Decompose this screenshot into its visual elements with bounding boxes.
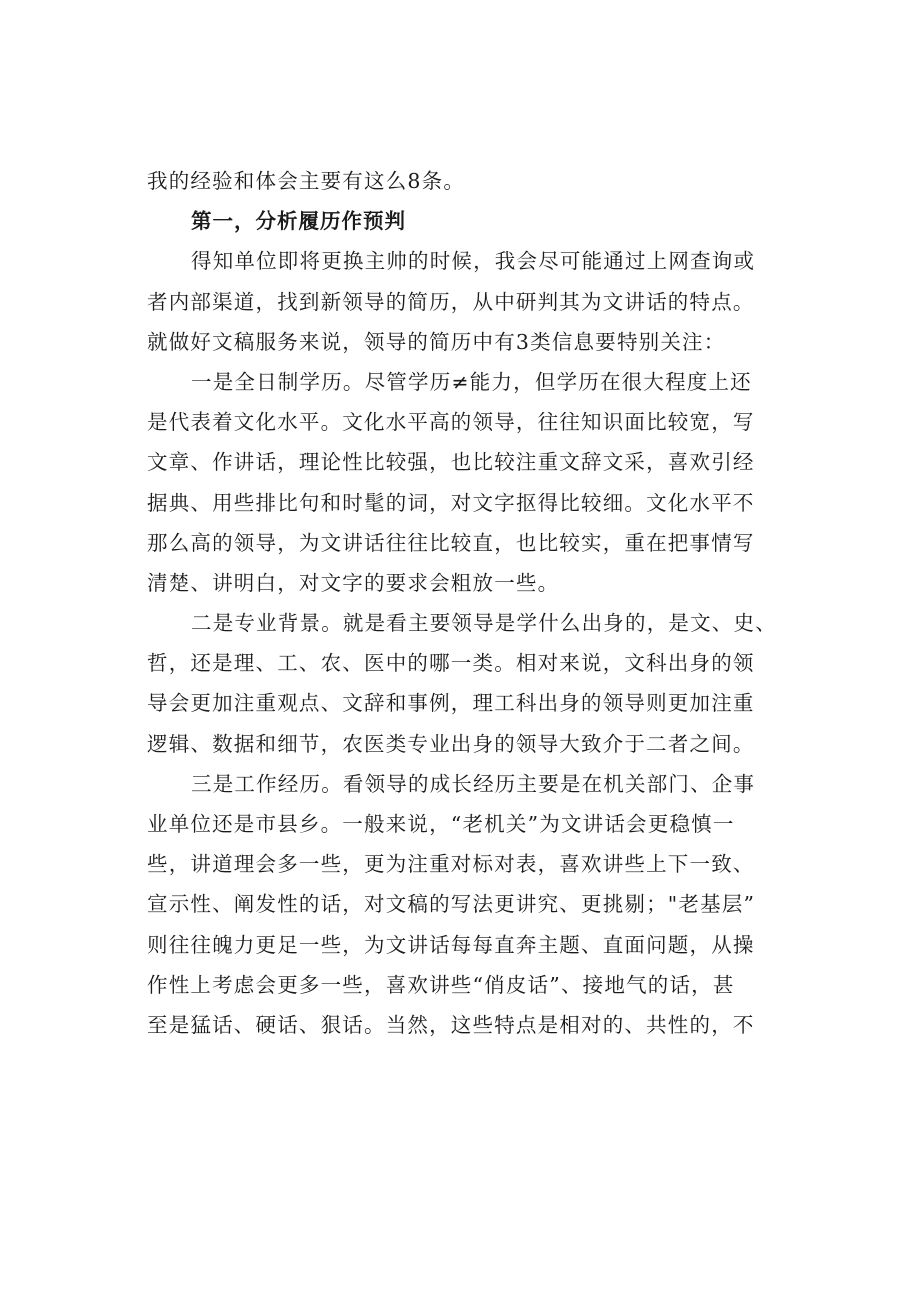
text-line: 文章、作讲话，理论性比较强，也比较注重文辞文采，喜欢引经 — [147, 450, 755, 475]
text-line: 那么高的领导，为文讲话往往比较直，也比较实，重在把事情写 — [147, 530, 755, 555]
text-line: 则往往魄力更足一些，为文讲话每每直奔主题、直面问题，从操 — [147, 932, 755, 957]
body-text — [147, 161, 807, 1045]
text-line: 至是猛话、硬话、狠话。当然，这些特点是相对的、共性的，不 — [147, 1012, 755, 1037]
text-line: 作性上考虑会更多一些，喜欢讲些“俏皮话”、接地气的话，甚 — [147, 972, 735, 997]
text-line: 逻辑、数据和细节，农医类专业出身的领导大致介于二者之间。 — [147, 731, 755, 756]
text-line: 业单位还是市县乡。一般来说，“老机关”为文讲话会更稳慎一 — [147, 812, 735, 836]
text-line: 些，讲道理会多一些，更为注重对标对表，喜欢讲些上下一致、 — [147, 852, 755, 877]
paragraph-start: 一是全日制学历。尽管学历≠能力，但学历在很大程度上还 — [191, 369, 752, 394]
text-line: 据典、用些排比句和时髦的词，对文字抠得比较细。文化水平不 — [147, 490, 755, 515]
text-line: 宣示性、阐发性的话，对文稿的写法更讲究、更挑剔；"老基层” — [147, 892, 756, 917]
text-line: 就做好文稿服务来说，领导的简历中有3类信息要特别关注： — [147, 329, 726, 354]
paragraph-start: 二是专业背景。就是看主要领导是学什么出身的，是文、史、 — [191, 611, 777, 636]
text-line: 清楚、讲明白，对文字的要求会粗放一些。 — [147, 570, 560, 595]
text-line: 哲，还是理、工、农、医中的哪一类。相对来说，文科出身的领 — [147, 651, 755, 676]
text-line: 我的经验和体会主要有这么8条。 — [147, 169, 466, 193]
paragraph-start: 三是工作经历。看领导的成长经历主要是在机关部门、企事 — [191, 771, 756, 796]
text-line: 导会更加注重观点、文辞和事例，理工科出身的领导则更加注重 — [147, 691, 755, 716]
paragraph-start: 得知单位即将更换主帅的时候，我会尽可能通过上网查询或 — [191, 249, 756, 274]
text-line: 是代表着文化水平。文化水平高的领导，往往知识面比较宽，写 — [147, 410, 755, 435]
text-line: 者内部渠道，找到新领导的简历，从中研判其为文讲话的特点。 — [147, 289, 755, 314]
section-heading: 第一，分析履历作预判 — [191, 209, 406, 234]
